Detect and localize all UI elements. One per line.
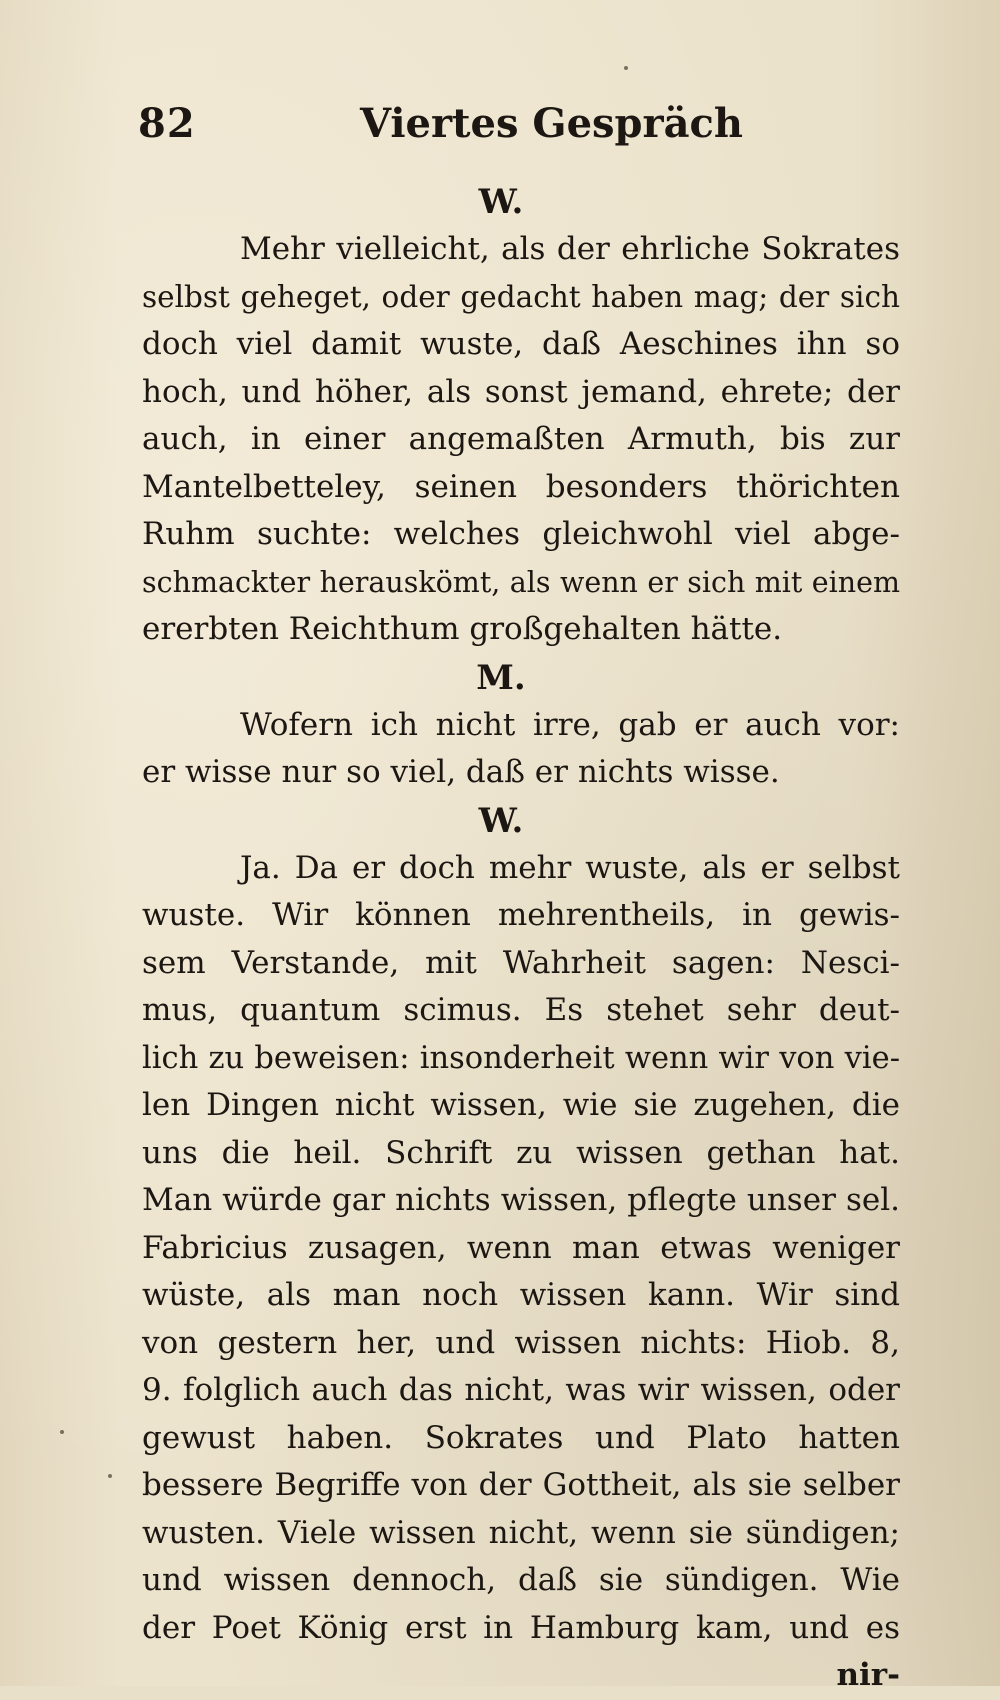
- text-line: Mehr vielleicht, als der ehrliche Sokrates: [240, 231, 900, 267]
- text-line: mus, quantum scimus. Es stehet sehr deut-: [142, 992, 900, 1028]
- text-line: bessere Begriffe von der Gottheit, als sie selber: [142, 1467, 900, 1503]
- text-line: Ruhm suchte: welches gleichwohl viel abge-: [142, 516, 900, 552]
- text-line: len Dingen nicht wissen, wie sie zugehen, die: [142, 1087, 900, 1123]
- text-line: Wofern ich nicht irre, gab er auch vor:: [240, 706, 900, 743]
- text-line: hoch, und höher, als sonst jemand, ehrete; der: [142, 373, 900, 410]
- text-line: der Poet König erst in Hamburg kam, und es: [142, 1609, 900, 1646]
- catchword: nir-: [836, 1657, 900, 1693]
- text-line: schmackter herauskömt, als wenn er sich mit einem: [142, 565, 900, 599]
- text-line: wüste, als man noch wissen kann. Wir sind: [142, 1277, 900, 1313]
- text-line: gewust haben. Sokrates und Plato hatten: [142, 1419, 900, 1456]
- text-line: ererbten Reichthum großgehalten hätte.: [142, 611, 783, 647]
- text-line: und wissen dennoch, daß sie sündigen. Wie: [142, 1562, 900, 1598]
- text-line: auch, in einer angemaßten Armuth, bis zur: [142, 421, 900, 457]
- running-head: Viertes Gespräch: [360, 100, 743, 147]
- speaker-marker: M.: [476, 657, 526, 698]
- text-line: wusten. Viele wissen nicht, wenn sie sündigen;: [142, 1514, 900, 1551]
- text-line: Ja. Da er doch mehr wuste, als er selbst: [240, 849, 900, 886]
- text-line: wuste. Wir können mehrentheils, in gewis-: [142, 897, 900, 933]
- text-line: selbst geheget, oder gedacht haben mag; der sich: [142, 279, 900, 314]
- body-text: [142, 178, 900, 1700]
- text-line: sem Verstande, mit Wahrheit sagen: Nesci-: [142, 944, 900, 981]
- ink-speck: [108, 1474, 112, 1478]
- ink-speck: [60, 1430, 64, 1434]
- page-number: 82: [138, 100, 196, 147]
- ink-speck: [624, 66, 628, 70]
- text-line: Mantelbetteley, seinen besonders thörichten: [142, 468, 900, 505]
- text-line: Fabricius zusagen, wenn man etwas weniger: [142, 1229, 900, 1266]
- text-line: 9. folglich auch das nicht, was wir wissen, oder: [142, 1372, 900, 1408]
- speaker-marker: W.: [478, 800, 524, 841]
- text-line: lich zu beweisen: insonderheit wenn wir von vie-: [142, 1040, 900, 1076]
- text-line: uns die heil. Schrift zu wissen gethan hat.: [142, 1134, 900, 1171]
- text-line: doch viel damit wuste, daß Aeschines ihn so: [142, 326, 900, 362]
- text-line: von gestern her, und wissen nichts: Hiob. 8,: [142, 1324, 900, 1361]
- text-line: er wisse nur so viel, daß er nichts wisse.: [142, 754, 780, 790]
- page-header: [138, 100, 898, 160]
- speaker-marker: W.: [478, 182, 524, 222]
- text-line: Man würde gar nichts wissen, pflegte unser sel.: [142, 1182, 900, 1218]
